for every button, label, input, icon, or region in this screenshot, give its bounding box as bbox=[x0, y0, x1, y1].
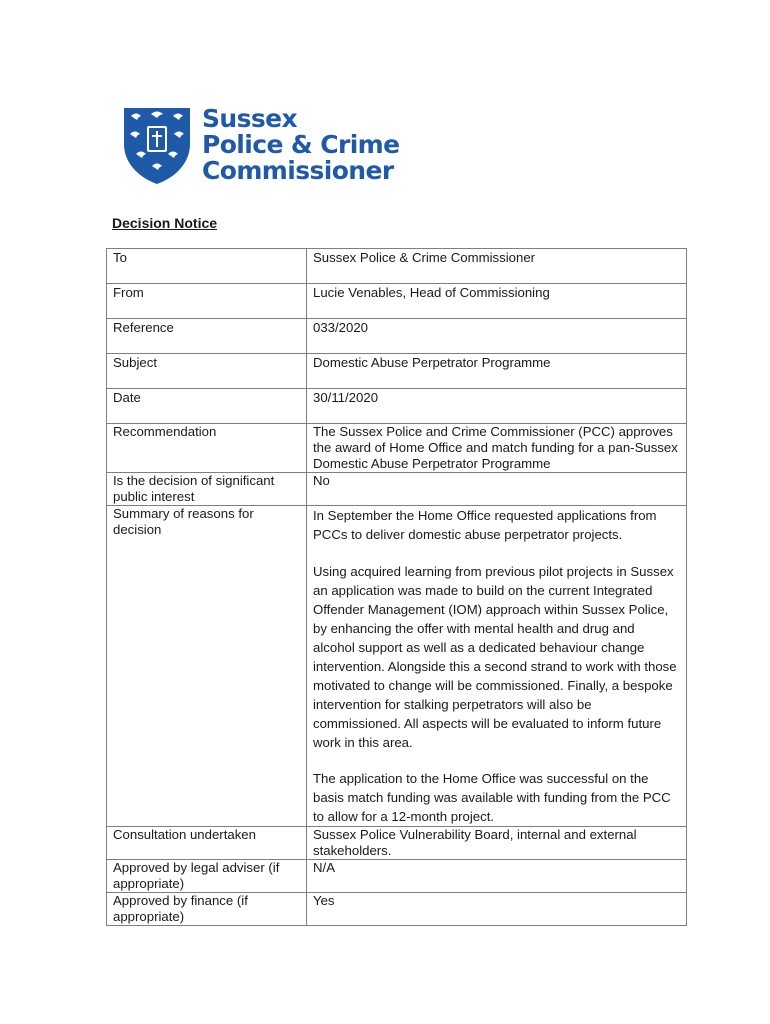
logo-line-1: Sussex bbox=[202, 104, 298, 133]
page-title: Decision Notice bbox=[112, 215, 218, 231]
table-row-legal bbox=[107, 860, 687, 893]
label-reference: Reference bbox=[107, 319, 307, 354]
logo-line-2: Police & Crime bbox=[202, 130, 400, 159]
logo-wordmark bbox=[202, 106, 399, 184]
label-recommendation: Recommendation bbox=[107, 424, 307, 473]
value-recommendation: The Sussex Police and Crime Commissioner (PCC) approves the award of Home Office and match funding for a pan-Sussex Domestic Abuse Perpetrator Programme bbox=[307, 424, 687, 473]
table-row-public-interest bbox=[107, 473, 687, 506]
sussex-pcc-logo bbox=[122, 104, 400, 186]
value-consultation: Sussex Police Vulnerability Board, internal and external stakeholders. bbox=[307, 827, 687, 860]
table-row-recommendation bbox=[107, 424, 687, 473]
label-subject: Subject bbox=[107, 354, 307, 389]
summary-paragraph-3: The application to the Home Office was successful on the basis match funding was available with funding from the PCC to allow for a 12-month project. bbox=[313, 771, 671, 824]
label-to: To bbox=[107, 249, 307, 284]
value-legal: N/A bbox=[307, 860, 687, 893]
table-row-finance bbox=[107, 893, 687, 926]
label-summary: Summary of reasons for decision bbox=[107, 506, 307, 827]
label-consultation: Consultation undertaken bbox=[107, 827, 307, 860]
table-row-subject bbox=[107, 354, 687, 389]
value-finance: Yes bbox=[307, 893, 687, 926]
label-legal: Approved by legal adviser (if appropriate) bbox=[107, 860, 307, 893]
table-row-summary bbox=[107, 506, 687, 827]
table-row-date bbox=[107, 389, 687, 424]
table-row-from bbox=[107, 284, 687, 319]
label-public-interest: Is the decision of significant public interest bbox=[107, 473, 307, 506]
table-row-consultation bbox=[107, 827, 687, 860]
value-date: 30/11/2020 bbox=[307, 389, 687, 424]
label-finance: Approved by finance (if appropriate) bbox=[107, 893, 307, 926]
label-from: From bbox=[107, 284, 307, 319]
decision-table bbox=[106, 248, 687, 926]
value-from: Lucie Venables, Head of Commissioning bbox=[307, 284, 687, 319]
table-row-to bbox=[107, 249, 687, 284]
value-summary bbox=[307, 506, 687, 827]
value-reference: 033/2020 bbox=[307, 319, 687, 354]
value-subject: Domestic Abuse Perpetrator Programme bbox=[307, 354, 687, 389]
label-date: Date bbox=[107, 389, 307, 424]
sussex-shield-icon bbox=[122, 104, 192, 186]
summary-paragraph-2: Using acquired learning from previous pilot projects in Sussex an application was made to build on the current Integrated Offender Management (IOM) approach within Sussex Police, by enhancing the offer with mental health and drug and alcohol support as well as a dedicated behaviour change intervention. Alongside this a second strand to work with those motivated to change will be commissioned. Finally, a bespoke intervention for stalking perpetrators will also be commissioned. All aspects will be evaluated to inform future work in this area. bbox=[313, 564, 677, 750]
logo-line-3: Commissioner bbox=[202, 156, 394, 185]
value-public-interest: No bbox=[307, 473, 687, 506]
table-row-reference bbox=[107, 319, 687, 354]
summary-paragraph-1: In September the Home Office requested applications from PCCs to deliver domestic abuse perpetrator projects. bbox=[313, 508, 657, 542]
value-to: Sussex Police & Crime Commissioner bbox=[307, 249, 687, 284]
